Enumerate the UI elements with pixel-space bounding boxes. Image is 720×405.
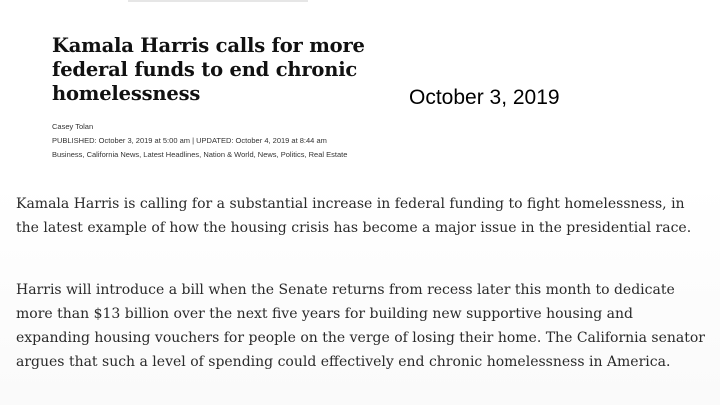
author-byline[interactable]: Casey Tolan xyxy=(52,122,94,131)
article-paragraph-2: Harris will introduce a bill when the Senate returns from recess later this month to dedicate more than $13 billion over the next five years for building new supportive housing and expanding housing vouchers for people on the verge of losing their home. The California senator argues that such a level of spending could effectively end chronic homelessness in America. xyxy=(16,282,706,370)
date-overlay: October 3, 2019 xyxy=(409,86,560,109)
article-paragraph-1: Kamala Harris is calling for a substantial increase in federal funding to fight homelessness, in the latest example of how the housing crisis has become a major issue in the presidential race. xyxy=(16,196,692,236)
top-divider xyxy=(128,0,308,2)
publish-timestamp: PUBLISHED: October 3, 2019 at 5:00 am | UPDATED: October 4, 2019 at 8:44 am xyxy=(52,136,327,145)
article-headline: Kamala Harris calls for more federal funds to end chronic homelessness xyxy=(52,34,365,105)
category-links[interactable]: Business, California News, Latest Headlines, Nation & World, News, Politics, Real Estate xyxy=(52,150,348,159)
